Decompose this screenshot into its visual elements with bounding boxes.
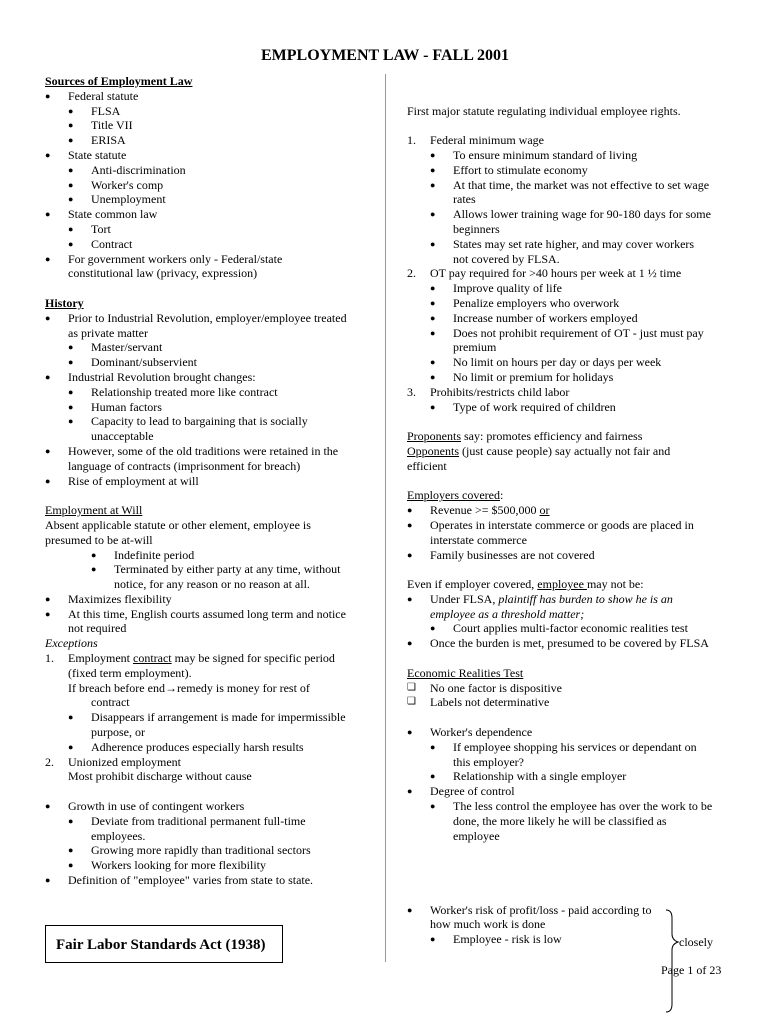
list-item: ● Terminated by either party at any time, without <box>91 562 341 577</box>
bullet-icon: ● <box>68 342 74 353</box>
covered-heading: Employers covered: <box>407 488 504 503</box>
list-item-cont: employee <box>453 828 500 843</box>
list-item: ● Under FLSA, plaintiff has burden to show he is an <box>407 591 673 606</box>
bullet-icon: ● <box>430 164 436 175</box>
left-column <box>45 74 365 888</box>
list-item: ● At this time, English courts assumed long term and notice <box>45 606 346 621</box>
opponents-line-cont: efficient <box>407 458 447 473</box>
list-item-cont: interstate commerce <box>430 532 527 547</box>
list-item: ● State common law <box>45 207 158 222</box>
bullet-icon: ● <box>430 209 436 220</box>
proponents-line: Proponents say: promotes efficiency and fairness <box>407 429 643 444</box>
bullet-icon: ● <box>430 623 436 634</box>
history-heading: History <box>45 295 84 310</box>
bullet-icon: ● <box>430 801 436 812</box>
numbered-item: 3. Prohibits/restricts child labor <box>407 384 570 399</box>
bullet-icon: ● <box>407 904 413 915</box>
list-item-cont: constitutional law (privacy, expression) <box>68 266 258 281</box>
list-item: ● Industrial Revolution brought changes: <box>45 369 256 384</box>
curly-brace-icon <box>664 908 680 1014</box>
list-item: ● However, some of the old traditions were retained in the <box>45 443 339 458</box>
numbered-item: 2. OT pay required for >40 hours per week at 1 ½ time <box>407 266 682 281</box>
list-item-cont: as private matter <box>68 325 148 340</box>
paragraph-line: Even if employer covered, employee may not be: <box>407 577 644 592</box>
checkbox-bullet-icon: ❑ <box>407 681 416 693</box>
list-item: ● Allows lower training wage for 90-180 days for some <box>430 207 711 222</box>
bullet-icon: ● <box>430 312 436 323</box>
list-item: ● Worker's risk of profit/loss - paid according to <box>407 902 652 917</box>
list-item: ● Penalize employers who overwork <box>430 295 620 310</box>
bullet-icon: ● <box>407 505 413 516</box>
bullet-icon: ● <box>407 638 413 649</box>
bullet-icon: ● <box>430 327 436 338</box>
bullet-icon: ● <box>430 934 436 945</box>
list-item-cont: notice, for any reason or no reason at all. <box>114 577 310 592</box>
bullet-icon: ● <box>68 357 74 368</box>
list-item: ● Federal statute <box>45 88 139 103</box>
list-item: ● Anti-discrimination <box>68 162 186 177</box>
bullet-icon: ● <box>430 149 436 160</box>
list-item-cont: unacceptable <box>91 429 154 444</box>
list-item: ● Dominant/subservient <box>68 355 197 370</box>
list-item: ● Does not prohibit requirement of OT - just must pay <box>430 325 704 340</box>
eaw-heading: Employment at Will <box>45 503 143 518</box>
bullet-icon: ● <box>45 593 51 604</box>
list-item: ❑ No one factor is dispositive <box>407 680 562 695</box>
list-item-cont: employees. <box>91 828 146 843</box>
list-item: ● FLSA <box>68 103 121 118</box>
page-number: Page 1 of 23 <box>661 963 722 977</box>
paragraph-line: presumed to be at-will <box>45 532 153 547</box>
bullet-icon: ● <box>430 401 436 412</box>
list-item: ● Relationship treated more like contract <box>68 384 278 399</box>
closely-note: closely <box>679 935 713 949</box>
list-item: ● Adherence produces especially harsh results <box>68 739 304 754</box>
list-item-cont: rates <box>453 192 476 207</box>
list-item: ● Worker's comp <box>68 177 164 192</box>
list-item: ● Contract <box>68 236 133 251</box>
bullet-icon: ● <box>68 712 74 723</box>
list-item: ● Deviate from traditional permanent full-time <box>68 813 306 828</box>
list-item: ● Effort to stimulate economy <box>430 162 588 177</box>
bullet-icon: ● <box>430 297 436 308</box>
bullet-icon: ● <box>68 860 74 871</box>
bullet-icon: ● <box>45 312 51 323</box>
bullet-icon: ● <box>407 786 413 797</box>
list-item: ● Prior to Industrial Revolution, employer/employee treated <box>45 310 347 325</box>
list-item: ● Court applies multi-factor economic realities test <box>430 621 688 636</box>
list-item: ● Relationship with a single employer <box>430 769 627 784</box>
bullet-icon: ● <box>430 371 436 382</box>
bullet-icon: ● <box>45 149 51 160</box>
bullet-icon: ● <box>430 283 436 294</box>
bullet-icon: ● <box>407 519 413 530</box>
list-item: ❑ Labels not determinative <box>407 695 550 710</box>
bullet-icon: ● <box>68 164 74 175</box>
list-item: ● For government workers only - Federal/state <box>45 251 283 266</box>
bullet-icon: ● <box>68 401 74 412</box>
document-title: EMPLOYMENT LAW - FALL 2001 <box>260 47 510 64</box>
list-item: ● No limit or premium for holidays <box>430 369 614 384</box>
list-item: ● Title VII <box>68 118 133 133</box>
bullet-icon: ● <box>407 593 413 604</box>
bullet-icon: ● <box>68 416 74 427</box>
list-item: ● Type of work required of children <box>430 399 616 414</box>
bullet-icon: ● <box>45 253 51 264</box>
bullet-icon: ● <box>68 815 74 826</box>
list-item: ● Operates in interstate commerce or goods are placed in <box>407 517 694 532</box>
list-item: ● Growing more rapidly than traditional sectors <box>68 843 311 858</box>
list-item-cont: not required <box>68 621 127 636</box>
list-item-cont: If breach before end→remedy is money for rest of <box>68 680 310 695</box>
bullet-icon: ● <box>430 238 436 249</box>
numbered-item: 1. Federal minimum wage <box>407 133 544 148</box>
bullet-icon: ● <box>45 209 51 220</box>
bullet-icon: ● <box>45 875 51 886</box>
list-item: ● Increase number of workers employed <box>430 310 638 325</box>
list-item: ● State statute <box>45 147 127 162</box>
list-item-cont: Most prohibit discharge without cause <box>68 769 252 784</box>
bullet-icon: ● <box>430 771 436 782</box>
list-item-cont: done, the more likely he will be classified as <box>453 813 667 828</box>
list-item: ● Growth in use of contingent workers <box>45 799 245 814</box>
bullet-icon: ● <box>45 608 51 619</box>
checkbox-bullet-icon: ❑ <box>407 696 416 708</box>
bullet-icon: ● <box>68 105 74 116</box>
list-item: ● Workers looking for more flexibility <box>68 858 266 873</box>
list-item: ● Worker's dependence <box>407 725 533 740</box>
list-item: ● At that time, the market was not effective to set wage <box>430 177 710 192</box>
list-item-cont: language of contracts (imprisonment for breach) <box>68 458 301 473</box>
bullet-icon: ● <box>45 90 51 101</box>
bullet-icon: ● <box>68 120 74 131</box>
list-item-cont: premium <box>453 340 497 355</box>
ert-heading: Economic Realities Test <box>407 665 524 680</box>
column-divider <box>385 74 386 962</box>
list-item-cont: employee as a threshold matter; <box>430 606 585 621</box>
bullet-icon: ● <box>45 801 51 812</box>
list-item-cont: (fixed term employment). <box>68 665 192 680</box>
paragraph-line: Absent applicable statute or other element, employee is <box>45 517 311 532</box>
bullet-icon: ● <box>68 238 74 249</box>
bullet-icon: ● <box>68 135 74 146</box>
list-item: ● Improve quality of life <box>430 281 562 296</box>
bullet-icon: ● <box>45 475 51 486</box>
list-item-cont: this employer? <box>453 754 524 769</box>
list-item: ● Rise of employment at will <box>45 473 199 488</box>
list-item: ● The less control the employee has over the work to be <box>430 799 713 814</box>
list-item: ● Tort <box>68 221 111 236</box>
list-item-cont: not covered by FLSA. <box>453 251 560 266</box>
list-item: ● Family businesses are not covered <box>407 547 595 562</box>
list-item-cont: how much work is done <box>430 917 546 932</box>
bullet-icon: ● <box>91 549 97 560</box>
intro-line: First major statute regulating individual employee rights. <box>407 103 681 118</box>
bullet-icon: ● <box>68 179 74 190</box>
bullet-icon: ● <box>68 741 74 752</box>
list-item: ● Human factors <box>68 399 162 414</box>
list-item: ● Degree of control <box>407 784 515 799</box>
list-item: ● If employee shopping his services or dependant on <box>430 739 697 754</box>
bullet-icon: ● <box>407 727 413 738</box>
list-item: ● Maximizes flexibility <box>45 591 172 606</box>
list-item: ● Unemployment <box>68 192 166 207</box>
opponents-line: Opponents (just cause people) say actually not fair and <box>407 443 671 458</box>
list-item: ● Revenue >= $500,000 or <box>407 503 550 518</box>
list-item: ● Employee - risk is low <box>430 932 562 947</box>
list-item: ● States may set rate higher, and may cover workers <box>430 236 695 251</box>
list-item: ● Master/servant <box>68 340 163 355</box>
list-item: ● Capacity to lead to bargaining that is socially <box>68 414 308 429</box>
list-item: ● Disappears if arrangement is made for impermissible <box>68 710 346 725</box>
list-item: ● To ensure minimum standard of living <box>430 147 638 162</box>
bullet-icon: ● <box>430 741 436 752</box>
flsa-box: Fair Labor Standards Act (1938) <box>45 925 283 963</box>
bullet-icon: ● <box>45 371 51 382</box>
list-item: ● Once the burden is met, presumed to be covered by FLSA <box>407 636 709 651</box>
list-item: ● Indefinite period <box>91 547 195 562</box>
bullet-icon: ● <box>68 386 74 397</box>
list-item: ● No limit on hours per day or days per week <box>430 355 662 370</box>
sources-heading: Sources of Employment Law <box>45 74 193 88</box>
right-column <box>407 74 737 947</box>
list-item-cont: contract <box>91 695 130 710</box>
bullet-icon: ● <box>45 445 51 456</box>
list-item-cont: beginners <box>453 221 500 236</box>
bullet-icon: ● <box>430 357 436 368</box>
bullet-icon: ● <box>68 223 74 234</box>
list-item: ● ERISA <box>68 133 126 148</box>
list-item-cont: purpose, or <box>91 725 145 740</box>
list-item: ● Definition of "employee" varies from state to state. <box>45 873 314 888</box>
numbered-item: 1. Employment contract may be signed for specific period <box>45 651 335 666</box>
exceptions-label: Exceptions <box>45 636 98 651</box>
numbered-item: 2. Unionized employment <box>45 754 181 769</box>
bullet-icon: ● <box>430 179 436 190</box>
bullet-icon: ● <box>407 549 413 560</box>
bullet-icon: ● <box>91 564 97 575</box>
bullet-icon: ● <box>68 845 74 856</box>
bullet-icon: ● <box>68 194 74 205</box>
